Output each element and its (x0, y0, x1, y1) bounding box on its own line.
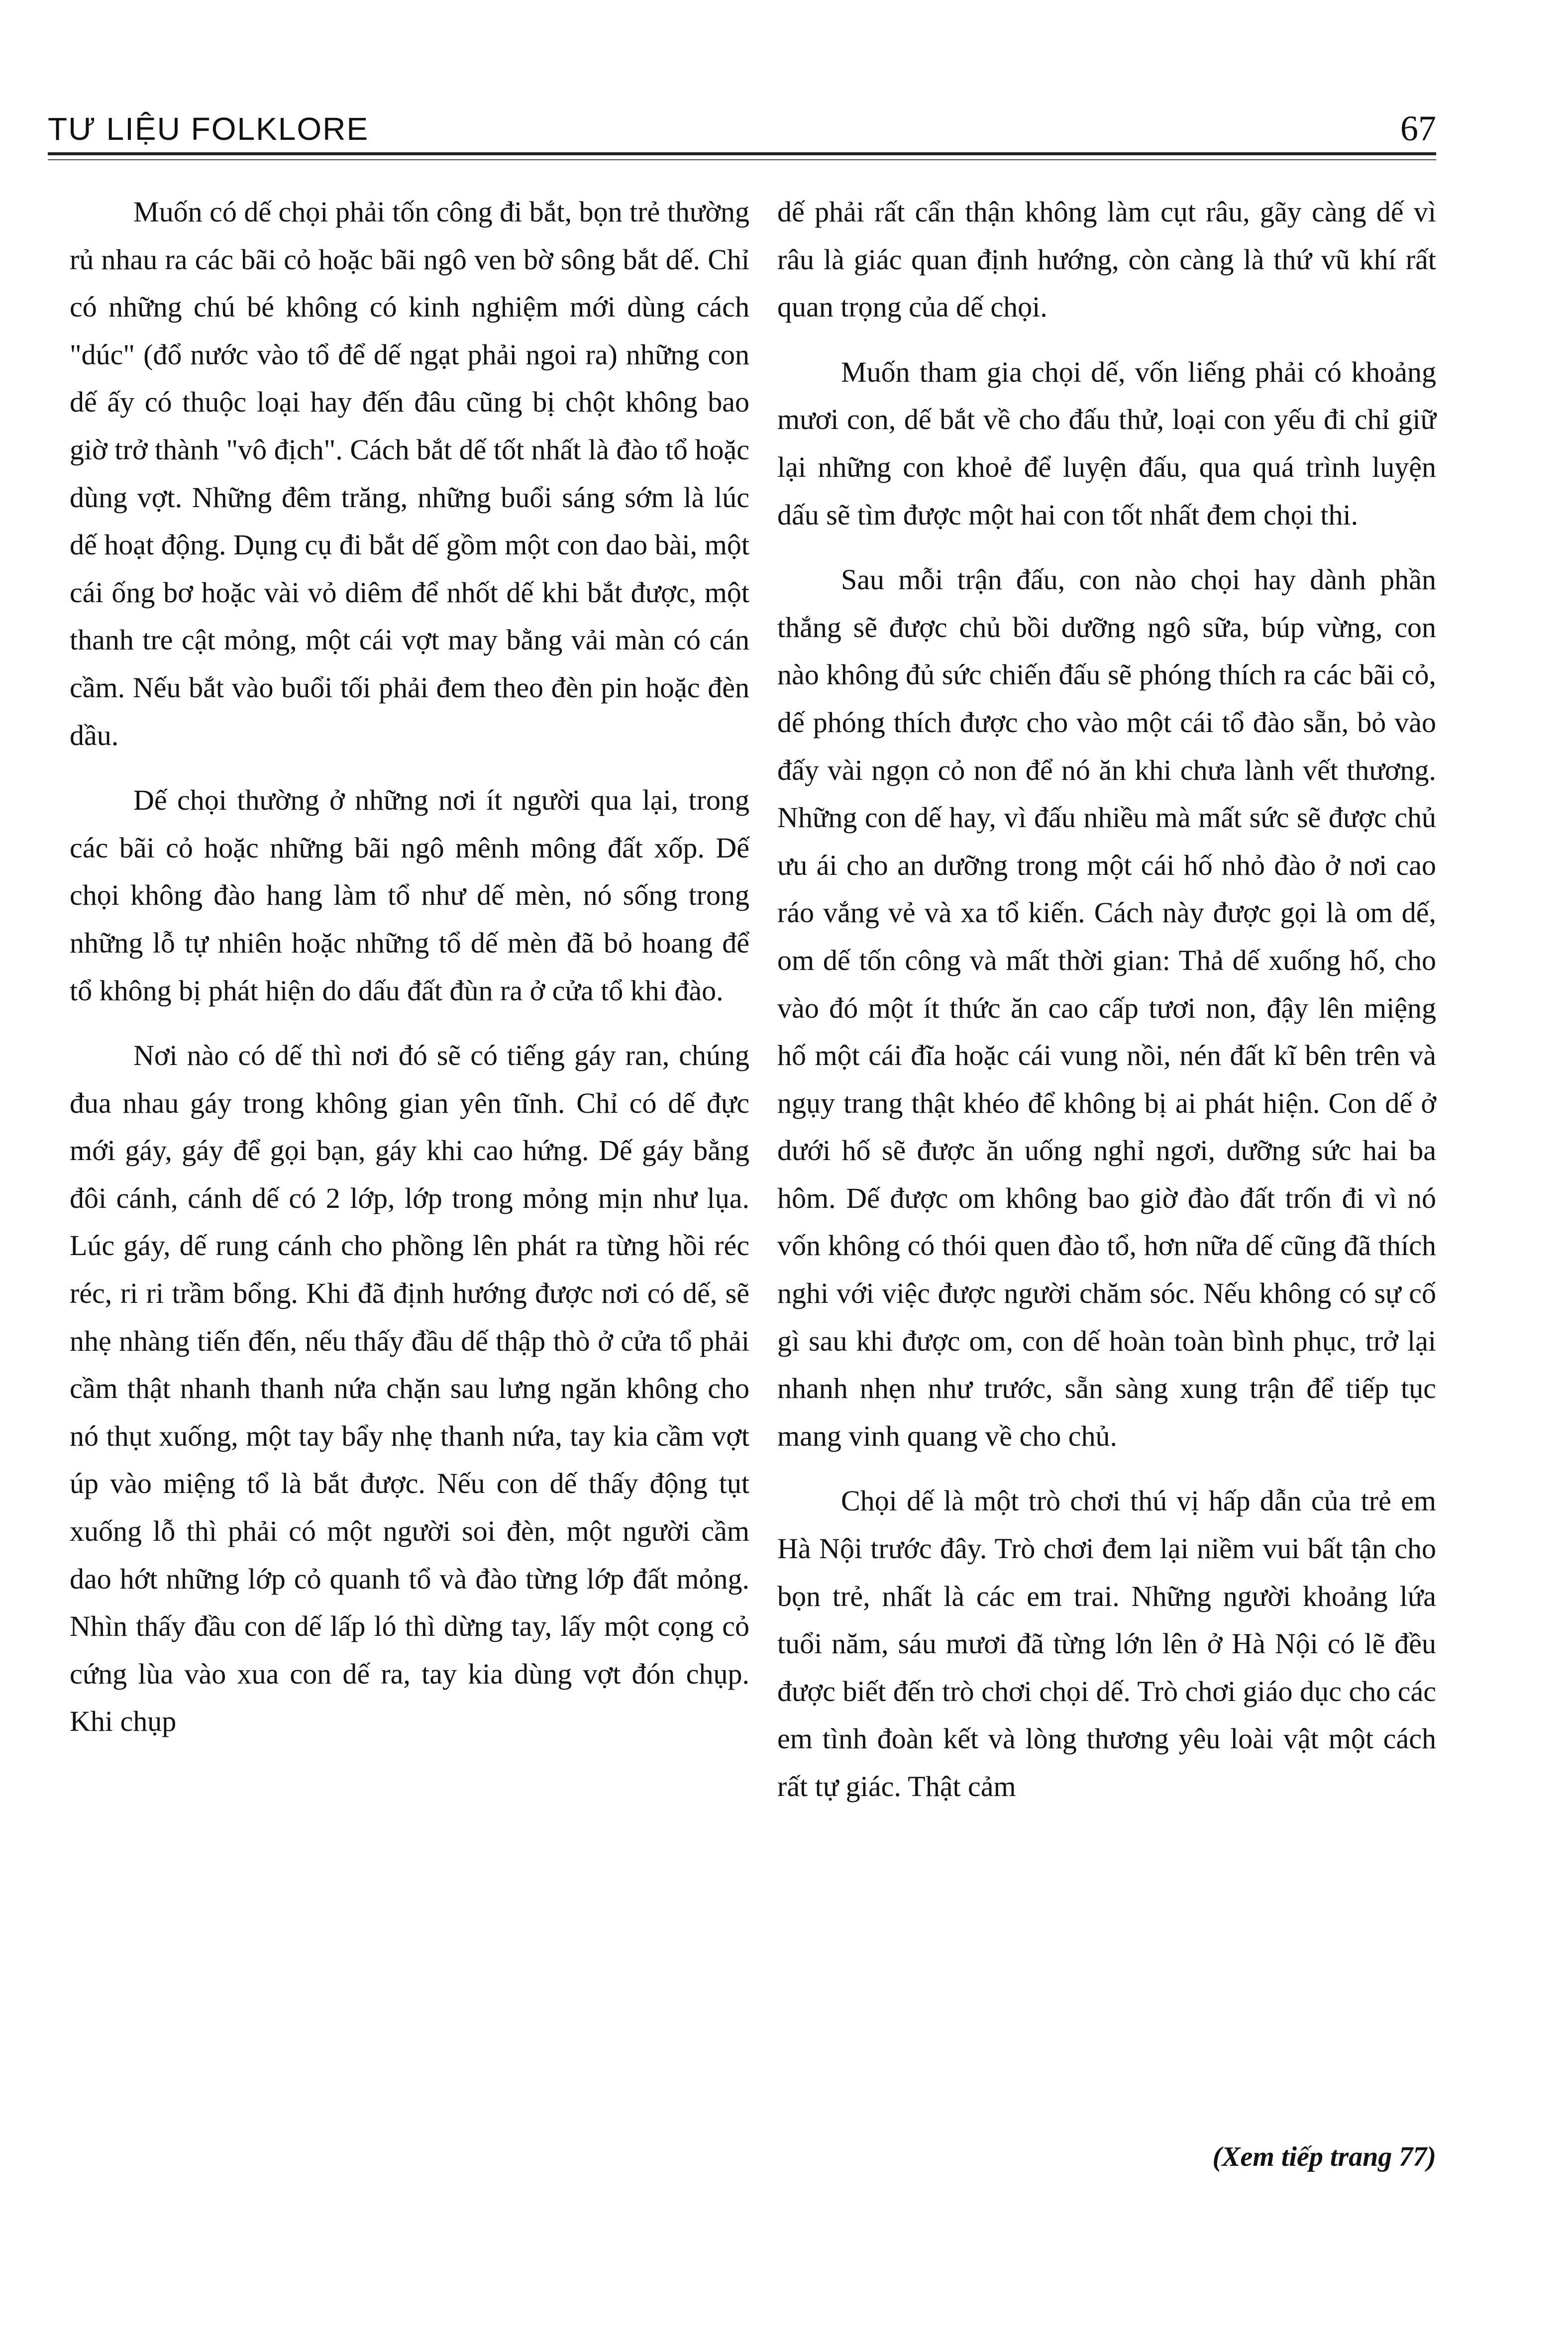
paragraph: Nơi nào có dế thì nơi đó sẽ có tiếng gáy ran, chúng đua nhau gáy trong không gian yên tĩnh. Chỉ có dế đực mới gáy, gáy để gọi bạn, gáy khi cao hứng. Dế gáy bằng đôi cánh, cánh dế có 2 lớp, lớp trong mỏng mịn như lụa. Lúc gáy, dế rung cánh cho phồng lên phát ra từng hồi réc réc, ri ri trầm bổng. Khi đã định hướng được nơi có dế, sẽ nhẹ nhàng tiến đến, nếu thấy đầu dế thập thò ở cửa tổ phải cầm thật nhanh thanh nứa chặn sau lưng ngăn không cho nó thụt xuống, một tay bẩy nhẹ thanh nứa, tay kia cầm vợt úp vào miệng tổ là bắt được. Nếu con dế thấy động tụt xuống lỗ thì phải có một người soi đèn, một người cầm dao hớt những lớp cỏ quanh tổ và đào từng lớp đất mỏng. Nhìn thấy đầu con dế lấp ló thì dừng tay, lấy một cọng cỏ cứng lùa vào xua con dế ra, tay kia dùng vợt đón chụp. Khi chụp (70, 1039, 749, 1738)
page-number: 67 (1400, 108, 1436, 148)
paragraph: Chọi dế là một trò chơi thú vị hấp dẫn của trẻ em Hà Nội trước đây. Trò chơi đem lại niềm vui bất tận cho bọn trẻ, nhất là các em trai. Những người khoảng lứa tuổi năm, sáu mươi đã từng lớn lên ở Hà Nội có lẽ đều được biết đến trò chơi chọi dế. Trò chơi giáo dục cho các em tình đoàn kết và lòng thương yêu loài vật một cách rất tự giác. Thật cảm (777, 1485, 1436, 1803)
paragraph: Sau mỗi trận đấu, con nào chọi hay dành phần thắng sẽ được chủ bồi dưỡng ngô sữa, búp vừng, con nào không đủ sức chiến đấu sẽ phóng thích ra các bãi cỏ, dế phóng thích được cho vào một cái tổ đào sẵn, bỏ vào đấy vài ngọn cỏ non để nó ăn khi chưa lành vết thương. Những con dế hay, vì đấu nhiều mà mất sức sẽ được chủ ưu ái cho an dưỡng trong một cái hố nhỏ đào ở nơi cao ráo vắng vẻ và xa tổ kiến. Cách này được gọi là om dế, om dế tốn công và mất thời gian: Thả dế xuống hố, cho vào đó một ít thức ăn cao cấp tươi non, đậy lên miệng hố một cái đĩa hoặc cái vung nồi, nén đất kĩ bên trên và ngụy trang thật khéo để không bị ai phát hiện. Con dế ở dưới hố sẽ được ăn uống nghỉ ngơi, dưỡng sức hai ba hôm. Dế được om không bao giờ đào đất trốn đi vì nó vốn không có thói quen đào tổ, hơn nữa dế cũng đã thích nghi với việc được người chăm sóc. Nếu không có sự cố gì sau khi được om, con dế hoàn toàn bình phục, trở lại nhanh nhẹn như trước, sẵn sàng xung trận để tiếp tục mang vinh quang về cho chủ. (777, 563, 1436, 1452)
paragraph-continued: dế phải rất cẩn thận không làm cụt râu, gãy càng dế vì râu là giác quan định hướng, còn càng là thứ vũ khí rất quan trọng của dế chọi. (777, 196, 1436, 323)
header-rule-thick (48, 152, 1436, 155)
left-column (70, 188, 749, 1763)
right-column (777, 188, 1436, 1828)
paragraph: Muốn có dế chọi phải tốn công đi bắt, bọn trẻ thường rủ nhau ra các bãi cỏ hoặc bãi ngô ven bờ sông bắt dế. Chỉ có những chú bé không có kinh nghiệm mới dùng cách "dúc" (đổ nước vào tổ để dế ngạt phải ngoi ra) những con dế ấy có thuộc loại hay đến đâu cũng bị chột không bao giờ trở thành "vô địch". Cách bắt dế tốt nhất là đào tổ hoặc dùng vợt. Những đêm trăng, những buổi sáng sớm là lúc dế hoạt động. Dụng cụ đi bắt dế gồm một con dao bài, một cái ống bơ hoặc vài vỏ diêm để nhốt dế khi bắt được, một thanh tre cật mỏng, một cái vợt may bằng vải màn có cán cầm. Nếu bắt vào buổi tối phải đem theo đèn pin hoặc đèn dầu. (70, 196, 749, 751)
section-title: TƯ LIỆU FOLKLORE (48, 111, 369, 147)
paragraph: Dế chọi thường ở những nơi ít người qua lại, trong các bãi cỏ hoặc những bãi ngô mênh mông đất xốp. Dế chọi không đào hang làm tổ như dế mèn, nó sống trong những lỗ tự nhiên hoặc những tổ dế mèn đã bỏ hoang để tổ không bị phát hiện do dấu đất đùn ra ở cửa tổ khi đào. (70, 784, 749, 1007)
continuation-note: (Xem tiếp trang 77) (1212, 2141, 1436, 2172)
page-header (48, 103, 1436, 152)
header-rule-thin (48, 159, 1436, 160)
paragraph: Muốn tham gia chọi dế, vốn liếng phải có khoảng mươi con, dế bắt về cho đấu thử, loại con yếu đi chỉ giữ lại những con khoẻ để luyện đấu, qua quá trình luyện dấu sẽ tìm được một hai con tốt nhất đem chọi thi. (777, 355, 1436, 531)
